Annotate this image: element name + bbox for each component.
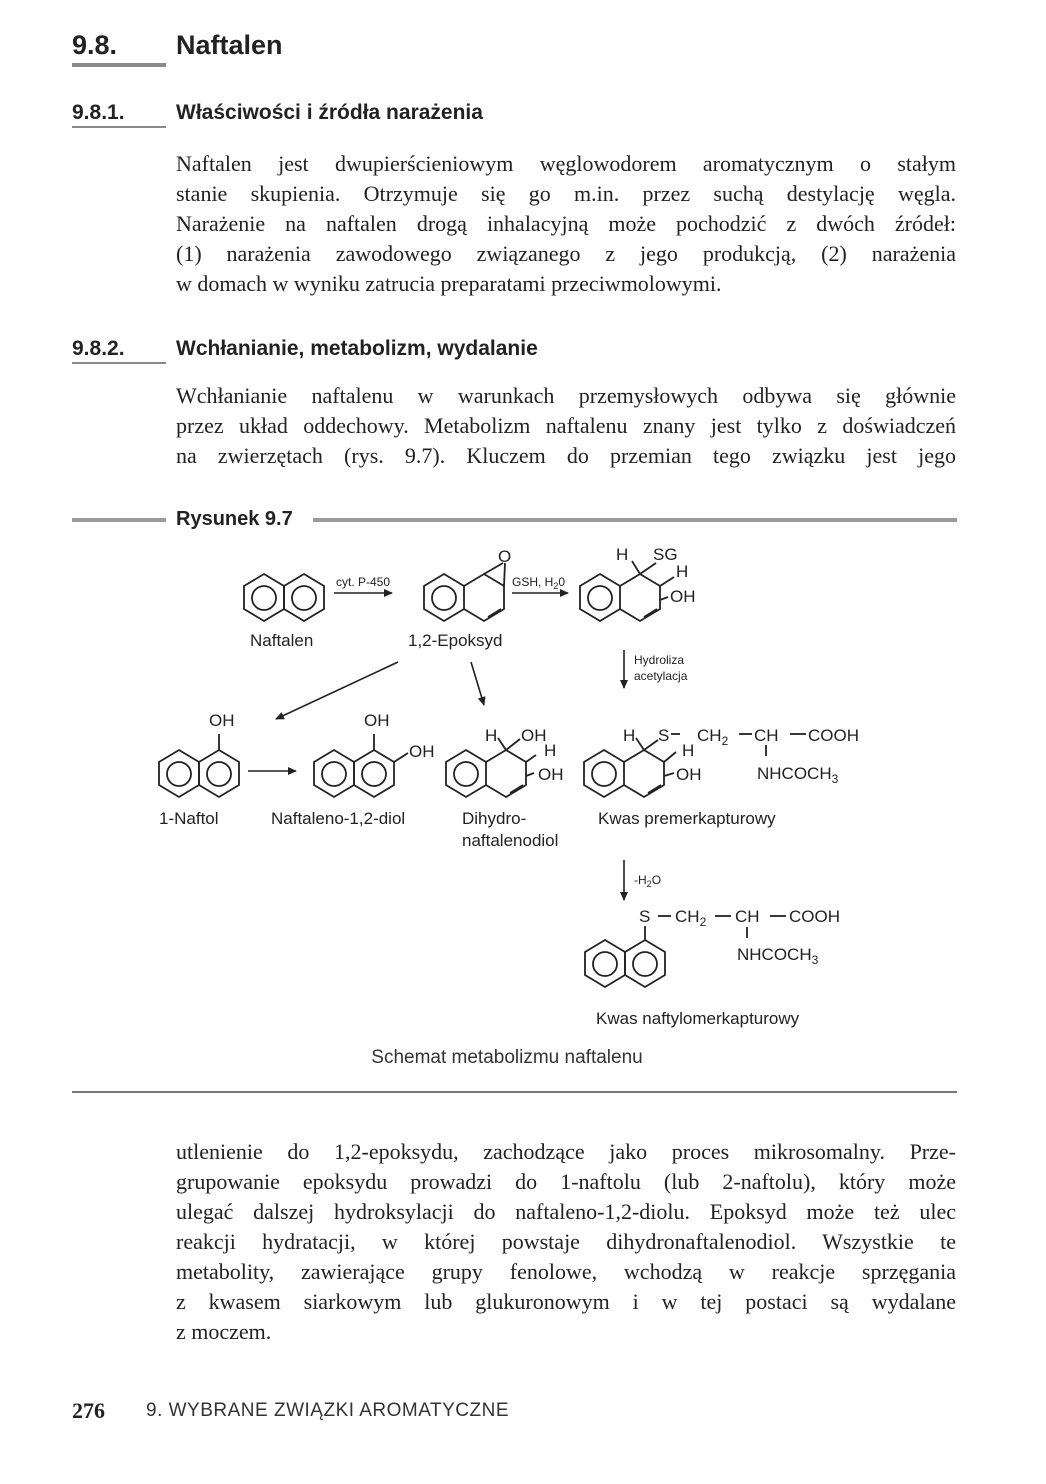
atom-dihydro-h2: H (544, 741, 557, 760)
name-diol: Naftaleno-1,2-diol (271, 809, 406, 828)
epoxide-structure (424, 563, 505, 621)
section-title: Naftalen (176, 30, 283, 60)
figure-caption: Schemat metabolizmu naftalenu (371, 1047, 643, 1068)
page-number: 276 (72, 1398, 105, 1423)
atom-premerc-oh: OH (676, 765, 702, 784)
naphthalenediol-structure (314, 734, 408, 797)
paragraph-1-line: stanie skupienia. Otrzymuje się go m.in. przez suchą destylację węgla. (176, 181, 956, 206)
section-number: 9.8. (72, 30, 118, 60)
atom-gsh-sg: SG (653, 545, 678, 564)
label-acetylation: acetylacja (634, 669, 688, 683)
label-hydrolysis: Hydroliza (634, 653, 685, 667)
paragraph-3-line: z kwasem siarkowym lub glukuronowym i w tej postaci są wydalane (176, 1289, 956, 1314)
paragraph-3 (176, 1137, 956, 1347)
name-epoksyd: 1,2-Epoksyd (408, 631, 503, 650)
atom-premerc-h2: H (682, 741, 695, 760)
paragraph-1-line: (1) narażenia zawodowego związanego z jego produkcją, (2) narażenia (176, 241, 956, 266)
atom-merc-s: S (639, 907, 651, 926)
atom-premerc-cooh: COOH (808, 726, 859, 745)
subsection-2-title: Wchłanianie, metabolizm, wydalanie (176, 337, 538, 360)
atom-epoxide-oxygen: O (498, 547, 512, 566)
atom-naphthol-oh: OH (209, 711, 235, 730)
paragraph-3-line: grupowanie epoksydu prowadzi do 1-naftolu (lub 2-naftolu), który może (176, 1169, 956, 1194)
name-naftylomerkapturowy: Kwas naftylomerkapturowy (596, 1009, 800, 1028)
name-premerkapturowy: Kwas premerkapturowy (598, 809, 776, 828)
name-naftol: 1-Naftol (159, 809, 219, 828)
subsection-2-number: 9.8.2. (72, 337, 125, 360)
atom-gsh-h: H (616, 545, 629, 564)
atom-dihydro-oh2: OH (538, 765, 564, 784)
atom-gsh-oh: OH (670, 587, 696, 606)
name-naftalen: Naftalen (250, 631, 314, 650)
atom-merc-ch2: $CH_2$ (675, 907, 707, 929)
label-gsh: GSH, $H_20$ (512, 575, 566, 591)
paragraph-1-line: Narażenie na naftalen drogą inhalacyjną może pochodzić z dwóch źródeł: (176, 211, 956, 236)
paragraph-2-line: przez układ oddechowy. Metabolizm naftalenu znany jest tylko z doświadczeń (176, 413, 956, 438)
label-minus-water: $-H_2O$ (634, 873, 662, 889)
dihydrodiol-structure (446, 738, 536, 797)
name-dihydro-1: Dihydro- (462, 809, 527, 828)
paragraph-1-line: Naftalen jest dwupierścieniowym węglowodorem aromatycznym o stałym (176, 151, 956, 176)
atom-diol-oh1: OH (364, 711, 390, 730)
atom-premerc-ch: CH (754, 726, 779, 745)
running-footer: 9. WYBRANE ZWIĄZKI AROMATYCZNE (146, 1400, 510, 1421)
subsection-1-title: Właściwości i źródła narażenia (176, 101, 483, 124)
gsh-adduct-structure (580, 561, 674, 621)
paragraph-2-line: na zwierzętach (rys. 9.7). Kluczem do przemian tego związku jest jego (176, 443, 956, 468)
arrow-to-dihydrodiol (471, 662, 484, 705)
naphthol-structure (159, 734, 239, 797)
paragraph-1-line: w domach w wyniku zatrucia preparatami przeciwmolowymi. (176, 271, 722, 296)
paragraph-3-line: z moczem. (176, 1319, 272, 1344)
atom-merc-ch: CH (735, 907, 760, 926)
atom-premerc-h: H (623, 726, 636, 745)
atom-premerc-nhcoch3: $NHCOCH_3$ (757, 764, 839, 786)
paragraph-3-line: metabolity, zawierające grupy fenolowe, wchodzą w reakcje sprzęgania (176, 1259, 956, 1284)
label-cyp450: cyt. P-450 (336, 575, 391, 589)
atom-dihydro-oh: OH (521, 726, 547, 745)
subsection-1-number: 9.8.1. (72, 101, 125, 124)
atom-dihydro-h: H (485, 726, 498, 745)
naphthalene-structure (244, 574, 324, 621)
paragraph-2-line: Wchłanianie naftalenu w warunkach przemysłowych odbywa się głównie (176, 383, 956, 408)
figure-bottom-rule (72, 1091, 957, 1093)
atom-merc-nhcoch3: $NHCOCH_3$ (737, 945, 819, 967)
paragraph-3-line: reakcji hydratacji, w której powstaje dihydronaftalenodiol. Wszystkie te (176, 1229, 956, 1254)
figure-label: Rysunek 9.7 (176, 508, 293, 530)
atom-premerc-s: S (658, 726, 670, 745)
atom-premerc-ch2: $CH_2$ (697, 726, 729, 748)
name-dihydro-2: naftalenodiol (462, 831, 559, 850)
atom-gsh-h2: H (676, 562, 689, 581)
paragraph-3-line: ulegać dalszej hydroksylacji do naftaleno-1,2-diolu. Epoksyd może też ulec (176, 1199, 956, 1224)
paragraph-3-line: utlenienie do 1,2-epoksydu, zachodzące jako proces mikrosomalny. Prze- (176, 1139, 956, 1164)
atom-diol-oh2: OH (409, 742, 435, 761)
atom-merc-cooh: COOH (789, 907, 840, 926)
